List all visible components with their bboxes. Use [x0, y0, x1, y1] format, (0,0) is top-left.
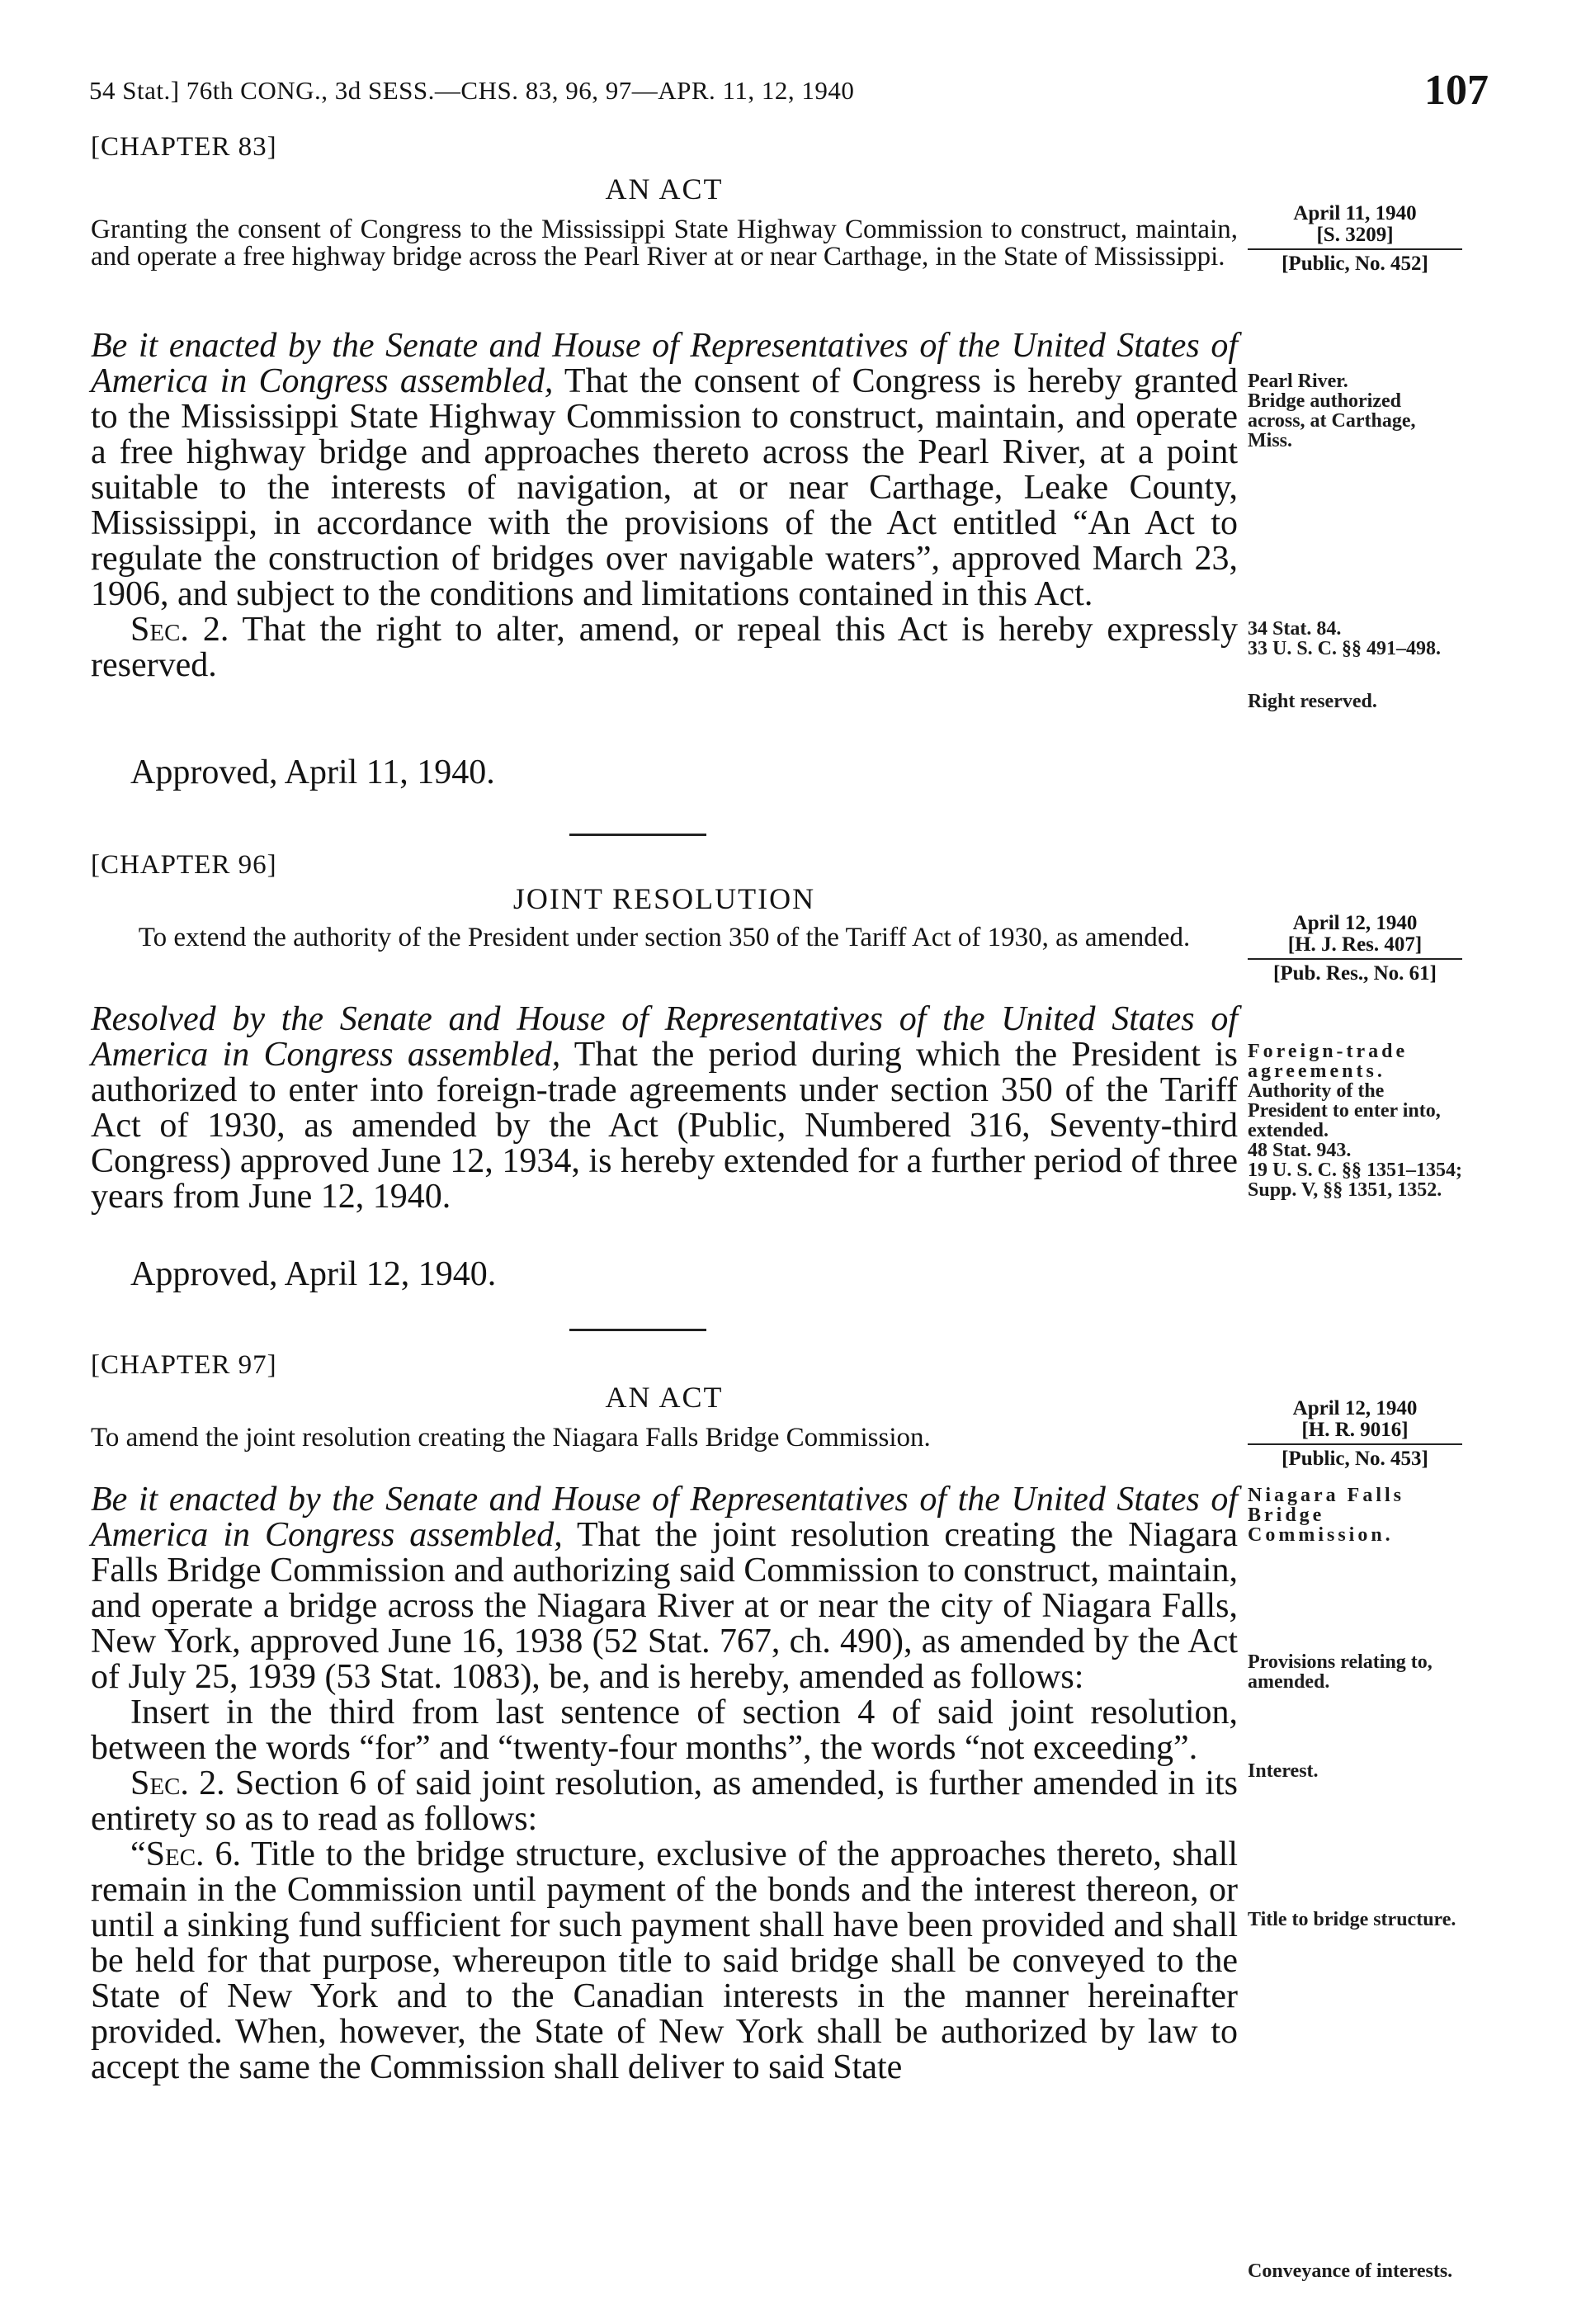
chapter-97-section-1: That the joint resolution creating the Niagara Falls Bridge Commission and authorizing said Commission to construct, maintain, and operate a bridge across the Niagara River at or near the city of Niagara Falls, New York, approved June 16, 1938 (52 Stat. 767, ch. 490), as amended by the Act of July 25, 1939 (53 Stat. 1083), be, and is hereby, amended as follows:: [91, 1516, 1238, 1696]
chapter-97-enacting-paragraph: [91, 1482, 1238, 1695]
chapter-83-margin-reserved: Right reserved.: [1248, 691, 1377, 712]
chapter-83-bill: [S. 3209]: [1248, 224, 1462, 250]
margin-note: 48 Stat. 943.: [1248, 1140, 1352, 1161]
chapter-97-public-number: [Public, No. 453]: [1282, 1448, 1428, 1470]
chapter-96-resolving-paragraph: [91, 1002, 1238, 1215]
chapter-97-margin-provisions: Provisions relating to, amended.: [1248, 1651, 1433, 1693]
chapter-97-insert-paragraph: Insert in the third from last sentence of section 4 of said joint resolution, between the words “for” and “twenty-four months”, the words “not exceeding”.: [91, 1693, 1238, 1767]
chapter-97-margin-interest: Interest.: [1248, 1760, 1319, 1782]
chapter-83-section-2: That the right to alter, amend, or repeal this Act is hereby expressly reserved.: [91, 611, 1238, 684]
margin-note: Foreign-trade agreements.: [1248, 1041, 1409, 1082]
chapter-83-sec2-label: Sec. 2.: [130, 611, 229, 649]
chapter-97-body: [91, 1482, 1238, 2085]
chapter-97-title: To amend the joint resolution creating the Niagara Falls Bridge Commission.: [91, 1423, 931, 1452]
margin-note: Authority of the President to enter into, extended.: [1248, 1080, 1441, 1141]
chapter-83-section-1: That the consent of Congress is hereby granted to the Mississippi State Highway Commission to construct, maintain, and operate a free highway bridge and approaches thereto across the Pearl River, at a point suitable to the interests of navigation, at or near Carthage, Leake County, Mississippi, in accordance with the provisions of the Act entitled “An Act to regulate the construction of bridges over navigable waters”, approved March 23, 1906, and subject to the conditions and limitations contained in this Act.: [91, 362, 1238, 613]
chapter-97-margin-title: Title to bridge structure.: [1248, 1909, 1456, 1930]
chapter-96-bill: [H. J. Res. 407]: [1248, 934, 1462, 960]
chapter-97-enacting-clause: Be it enacted by the Senate and House of Representatives of the United States of America in Congress assembled,: [91, 1481, 1238, 1554]
chapter-97-date: April 12, 1940: [1292, 1397, 1418, 1419]
chapter-83-enacting-paragraph: [91, 328, 1238, 612]
chapter-97-heading: AN ACT: [605, 1381, 724, 1414]
chapter-97-section-2-paragraph: [91, 1766, 1238, 1837]
chapter-83-margin-notes: [1248, 371, 1462, 451]
chapter-97-section-2: Section 6 of said joint resolution, as amended, is further amended in its entirety so as to read as follows:: [91, 1764, 1239, 1838]
chapter-83-heading: AN ACT: [605, 172, 724, 205]
margin-note: Niagara Falls Bridge Commission.: [1248, 1485, 1404, 1546]
chapter-96-public-number: [Pub. Res., No. 61]: [1273, 962, 1437, 985]
chapter-96-body: [91, 1002, 1238, 1215]
chapter-97-section-6-paragraph: [91, 1837, 1238, 2085]
chapter-97-margin-commission: [1248, 1486, 1462, 1545]
page-number: 107: [1424, 67, 1489, 114]
chapter-96-heading: JOINT RESOLUTION: [512, 882, 816, 915]
chapter-96-approved: Approved, April 12, 1940.: [130, 1255, 497, 1293]
chapter-83-public-number: [Public, No. 452]: [1282, 253, 1428, 275]
chapter-97-sec2-label: Sec. 2.: [130, 1764, 225, 1802]
chapter-83-title: Granting the consent of Congress to the Mississippi State Highway Commission to construct, maintain, and operate a free highway bridge across the Pearl River at or near Carthage, in the State of Mississippi.: [91, 215, 1238, 272]
chapter-97-margin-conveyance: Conveyance of interests.: [1248, 2260, 1453, 2282]
chapter-96-margin-notes: [1248, 1042, 1462, 1200]
chapter-83-date: April 11, 1940: [1293, 202, 1417, 224]
margin-note: 34 Stat. 84.: [1248, 618, 1342, 640]
chapter-83-approved: Approved, April 11, 1940.: [130, 753, 495, 791]
margin-note: 19 U. S. C. §§ 1351–1354; Supp. V, §§ 1351, 1352.: [1248, 1160, 1463, 1201]
chapter-97-label: [CHAPTER 97]: [91, 1350, 277, 1380]
chapter-83-section-2-paragraph: [91, 612, 1238, 683]
chapter-96-text: That the period during which the President is authorized to enter into foreign-trade agreements under section 350 of the Tariff Act of 1930, as amended by the Act (Public, Numbered 316, Seventy-third Congress) approved June 12, 1934, is hereby extended for a further period of three years from June 12, 1940.: [91, 1036, 1238, 1216]
chapter-96-label: [CHAPTER 96]: [91, 850, 277, 880]
chapter-97-section-6: Title to the bridge structure, exclusive of the approaches thereto, shall remain in the Commission until payment of the bonds and the interest thereon, or until a sinking fund sufficient for such payment shall have been provided and shall be held for that purpose, whereupon title to said bridge shall be conveyed to the State of New York and to the Canadian interests in the manner hereinafter provided. When, however, the State of New York shall be authorized by law to accept the same the Commission shall deliver to said State: [91, 1835, 1238, 2086]
chapter-97-sidenote-header: [1248, 1398, 1462, 1470]
chapter-97-bill: [H. R. 9016]: [1248, 1419, 1462, 1445]
running-header: 54 Stat.] 76th CONG., 3d SESS.—CHS. 83, 96, 97—APR. 11, 12, 1940: [89, 76, 855, 105]
chapter-83-sidenote-header: [1248, 203, 1462, 275]
margin-note: Pearl River.: [1248, 371, 1348, 392]
section-divider: [569, 1329, 706, 1331]
chapter-97-sec6-label: “Sec. 6.: [130, 1835, 241, 1873]
margin-note: Bridge authorized across, at Carthage, Miss.: [1248, 390, 1416, 451]
chapter-96-sidenote-header: [1248, 913, 1462, 985]
chapter-83-label: [CHAPTER 83]: [91, 132, 277, 162]
chapter-96-resolving-clause: Resolved by the Senate and House of Representatives of the United States of America in Congress assembled,: [91, 1000, 1238, 1074]
chapter-83-body: [91, 328, 1238, 683]
section-divider: [569, 834, 706, 836]
chapter-83-margin-citations: [1248, 619, 1462, 659]
margin-note: 33 U. S. C. §§ 491–498.: [1248, 638, 1442, 659]
chapter-96-date: April 12, 1940: [1292, 912, 1418, 934]
chapter-83-enacting-clause: Be it enacted by the Senate and House of Representatives of the United States of America in Congress assembled,: [91, 327, 1238, 400]
chapter-96-title: To extend the authority of the President under section 350 of the Tariff Act of 1930, as amended.: [138, 923, 1191, 952]
